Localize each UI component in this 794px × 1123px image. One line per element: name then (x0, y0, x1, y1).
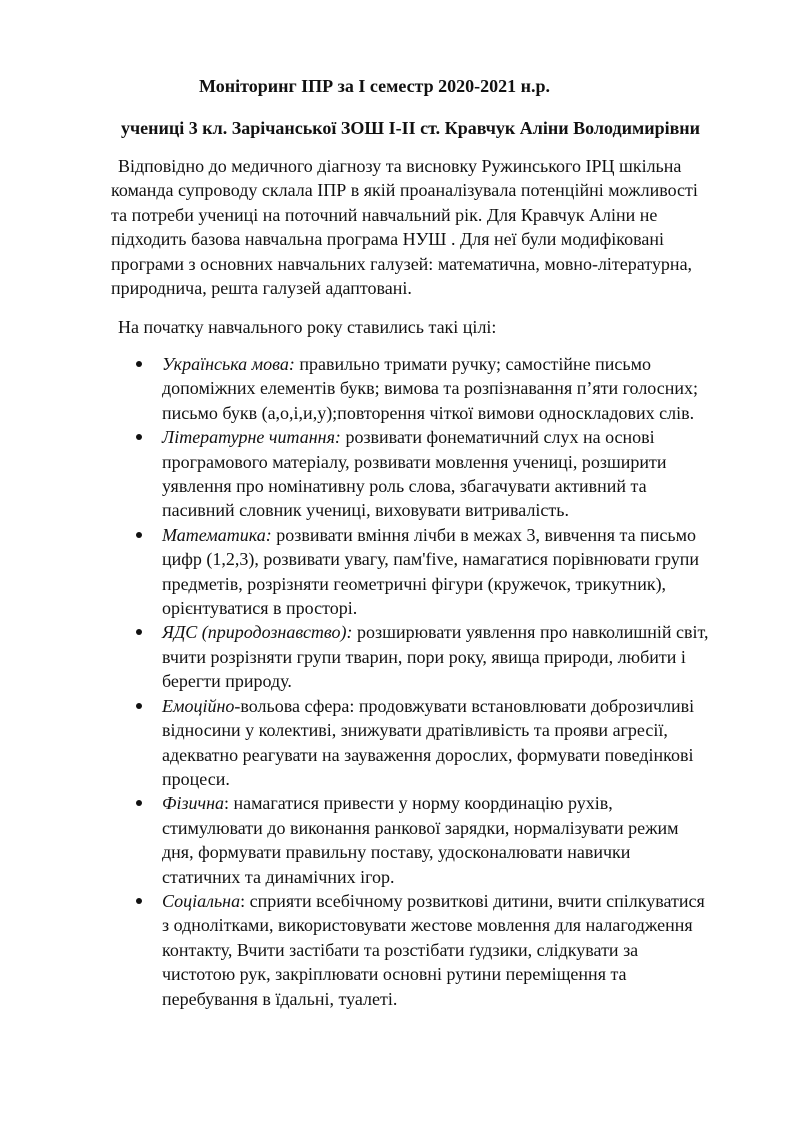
goal-text: програмового матеріалу, розвивати мовлення учениці, розширити (162, 451, 667, 472)
goal-text: дня, формувати правильну поставу, удосконалювати навички (162, 842, 631, 863)
goal-physical (162, 791, 762, 889)
goal-ukrainian (162, 352, 762, 425)
goal-text: статичних та динамічних ігор. (162, 866, 395, 887)
goal-emotional (162, 694, 762, 792)
bullet-icon (136, 532, 142, 538)
goal-text: письмо букв (а,о,і,и,у);повторення чіткої вимови односкладових слів. (162, 402, 695, 423)
intro-line: підходить базова навчальна програма НУШ . Для неї були модифіковані (111, 229, 664, 250)
goal-math (162, 523, 762, 621)
goal-reading (162, 425, 762, 523)
bullet-icon (136, 898, 142, 904)
goal-text: стимулювати до виконання ранкової зарядки, нормалізувати режим (162, 817, 679, 838)
goal-label: Літературне читання: (162, 427, 341, 448)
document-title: Моніторинг ІПР за І семестр 2020-2021 н.р. (199, 76, 550, 96)
intro-line: та потреби учениці на поточний навчальний рік. Для Кравчук Аліни не (111, 204, 658, 225)
intro-line: команда супроводу склала ІПР в якій проаналізувала потенційні можливості (111, 180, 698, 201)
goal-label: Фізична (162, 793, 225, 814)
goal-text: відносини у колективі, знижувати дратівливість та прояви агресії, (162, 720, 668, 741)
goal-text: -вольова сфера: продовжувати встановлювати доброзичливі (234, 695, 695, 716)
intro-paragraph (111, 154, 736, 300)
bullet-icon (136, 703, 142, 709)
goal-text: чистотою рук, закріплювати основні рутини переміщення та (162, 964, 627, 985)
bullet-icon (136, 629, 142, 635)
goal-text: розвивати фонематичний слух на основі (340, 427, 655, 448)
goal-text: предметів, розрізняти геометричні фігури (кружечок, трикутник), (162, 573, 667, 594)
goal-text: контакту, Вчити застібати та розстібати ґудзики, слідкувати за (162, 939, 639, 960)
bullet-icon (136, 434, 142, 440)
goal-text: вчити розрізняти групи тварин, пори року, явища природи, любити і (162, 646, 686, 667)
goal-text: : сприяти всебічному розвиткові дитини, вчити спілкуватися (240, 890, 705, 911)
goal-text: орієнтуватися в просторі. (162, 598, 358, 619)
bullet-icon (136, 361, 142, 367)
goal-label: Українська мова: (162, 354, 295, 374)
goal-label: Емоційно (162, 695, 235, 716)
goal-text: розширювати уявлення про навколишній світ, (352, 622, 709, 643)
goal-text: берегти природу. (162, 671, 292, 692)
goal-label: ЯДС (природознавство): (162, 622, 353, 643)
goal-label: Соціальна (162, 890, 241, 911)
goal-text: пасивний словник учениці, виховувати витривалість. (162, 500, 569, 521)
goal-text: адекватно реагувати на зауваження дорослих, формувати поведінкові (162, 744, 694, 765)
goal-social (162, 889, 762, 1011)
intro-line: Відповідно до медичного діагнозу та висновку Ружинського ІРЦ шкільна (118, 156, 682, 176)
goal-text: : намагатися привести у норму координацію рухів, (224, 793, 613, 814)
goal-text: з однолітками, використовувати жестове мовлення для налагодження (162, 915, 693, 936)
document-subtitle: учениці 3 кл. Зарічанської ЗОШ І-ІІ ст. Кравчук Аліни Володимирівни (121, 118, 701, 138)
goal-text: цифр (1,2,3), розвивати увагу, пам'five, намагатися порівнювати групи (162, 549, 699, 570)
goals-list (162, 352, 762, 1011)
goal-text: процеси. (162, 768, 230, 789)
goal-nature (162, 620, 762, 693)
goal-text: розвивати вміння лічби в межах 3, вивчення та письмо (271, 524, 696, 545)
intro-line: програми з основних навчальних галузей: математична, мовно-літературна, (111, 253, 693, 274)
goal-text: правильно тримати ручку; самостійне письмо (294, 354, 652, 374)
goals-lead: На початку навчального року ставились такі цілі: (118, 317, 497, 337)
intro-line: природнича, решта галузей адаптовані. (111, 278, 412, 299)
bullet-icon (136, 800, 142, 806)
goal-text: уявлення про номінативну роль слова, збагачувати активний та (162, 476, 647, 497)
goal-text: перебування в їдальні, туалеті. (162, 988, 398, 1009)
goal-text: допоміжних елементів букв; вимова та розпізнавання п’яти голосних; (162, 378, 699, 399)
goal-label: Математика: (162, 524, 272, 545)
